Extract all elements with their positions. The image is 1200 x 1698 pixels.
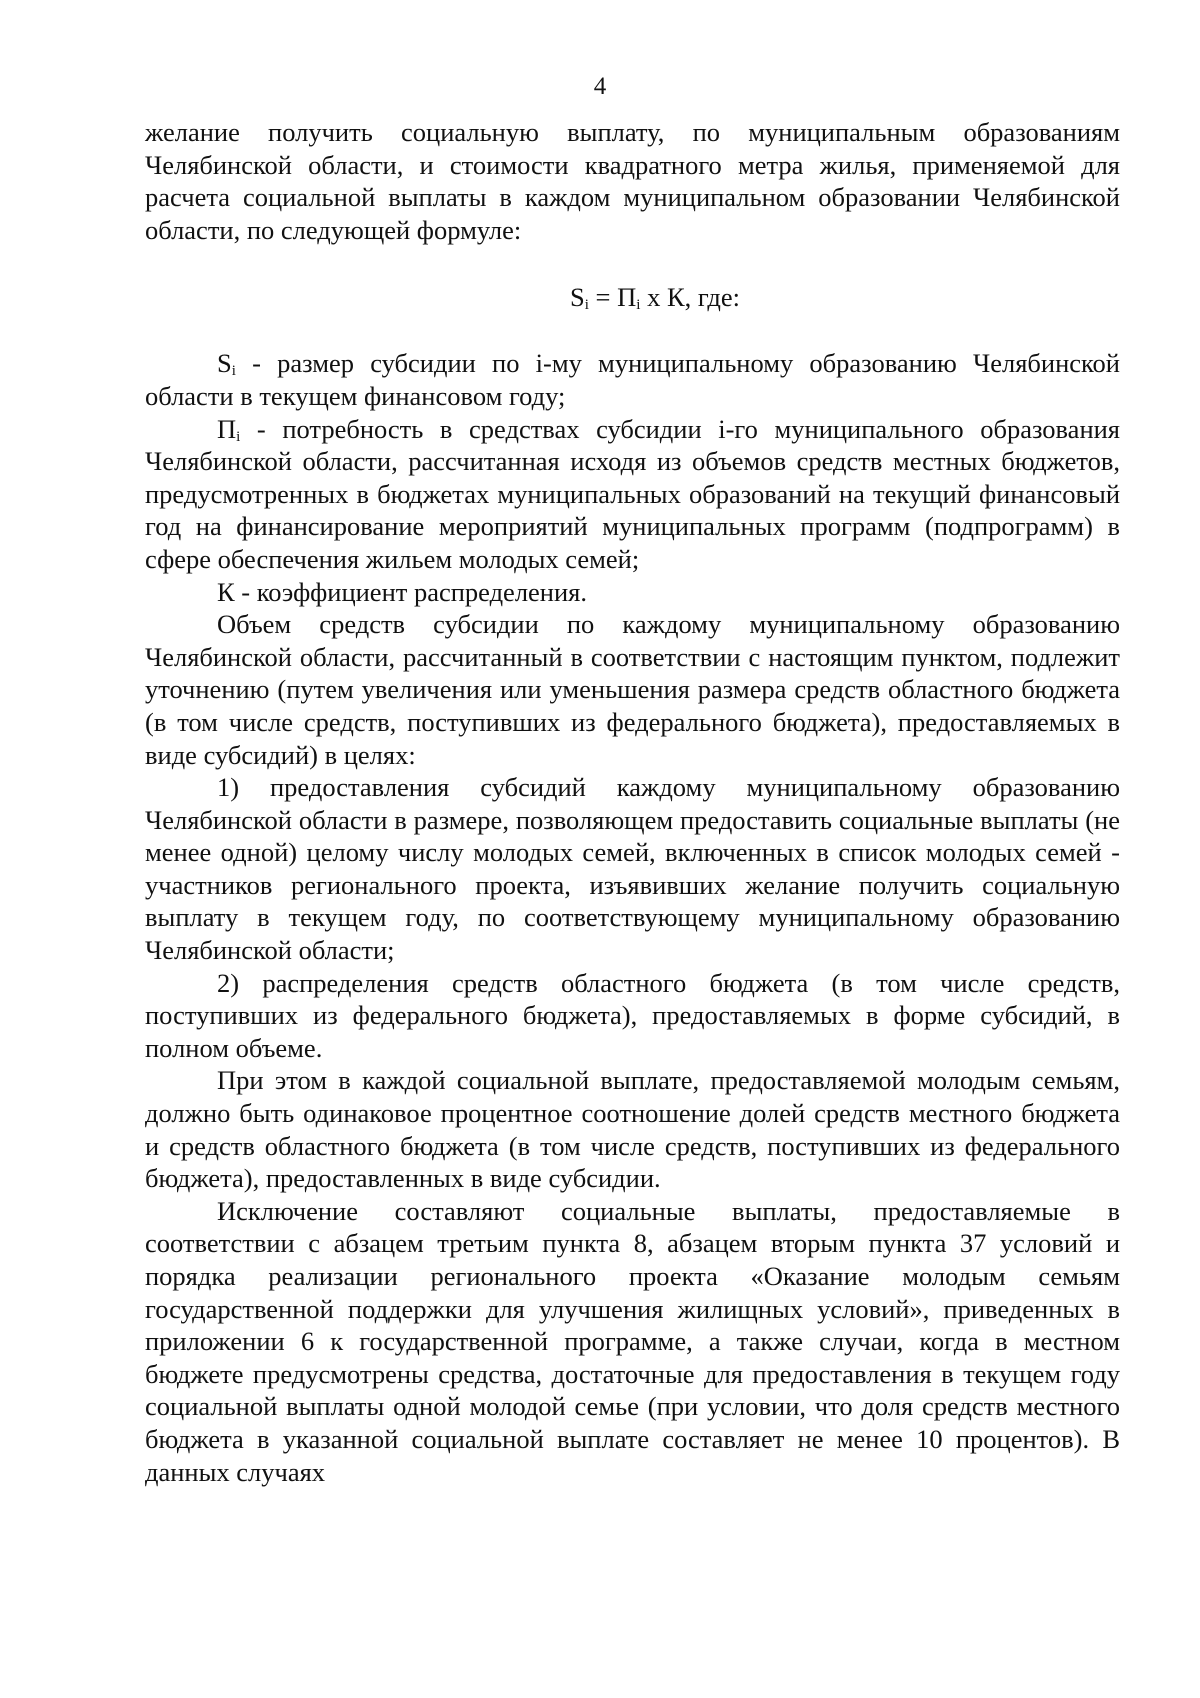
definition-s-symbol: S (217, 348, 232, 379)
formula-s-subscript: i (584, 297, 589, 314)
definition-p (145, 413, 1120, 576)
definition-s-text: - размер субсидии по i-му муниципальному образованию Челябинской области в текущем финансовом году; (145, 348, 1120, 411)
definition-p-symbol: П (217, 413, 237, 444)
formula-p-symbol: П (617, 282, 637, 313)
formula-rest: х К, где: (640, 282, 741, 313)
formula-equals: = (588, 282, 618, 313)
definition-s (145, 347, 1120, 412)
definition-k: К - коэффициент распределения. (217, 576, 587, 607)
definition-p-subscript: i (236, 428, 241, 445)
formula-p-subscript: i (636, 297, 641, 314)
paragraph-item-1: 1) предоставления субсидий каждому муниципальному образованию Челябинской области в размере, позволяющем предоставить социальные выплаты (не менее одной) целому числу молодых семей, включенных в список молодых семей - участников регионального проекта, изъявивших желание получить социальную выплату в текущем году, по соответствующему муниципальному образованию Челябинской области; (145, 772, 1120, 966)
paragraph-equal-ratio: При этом в каждой социальной выплате, предоставляемой молодым семьям, должно быть одинаковое процентное соотношение долей средств местного бюджета и средств областного бюджета (в том числе средств, поступивших из федерального бюджета), предоставленных в виде субсидии. (145, 1065, 1120, 1194)
paragraph-item-2: 2) распределения средств областного бюджета (в том числе средств, поступивших из федерального бюджета), предоставляемых в форме субсидий, в полном объеме. (145, 967, 1120, 1063)
definition-s-subscript: i (231, 363, 236, 380)
page-number: 4 (593, 73, 607, 100)
formula (145, 281, 1120, 313)
paragraph-exception: Исключение составляют социальные выплаты, предоставляемые в соответствии с абзацем третьим пункта 8, абзацем вторым пункта 37 условий и порядка реализации регионального проекта «Оказание молодым семьям государственной поддержки для улучшения жилищных условий», приведенных в приложении 6 к государственной программе, а также случаи, когда в местном бюджете предусмотрены средства, достаточные для предоставления в текущем году социальной выплаты одной молодой семье (при условии, что доля средств местного бюджета в указанной социальной выплате составляет не менее 10 процентов). В данных случаях (145, 1195, 1120, 1487)
paragraph-subsidy-volume: Объем средств субсидии по каждому муниципальному образованию Челябинской области, рассчитанный в соответствии с настоящим пунктом, подлежит уточнению (путем увеличения или уменьшения размера средств областного бюджета (в том числе средств, поступивших из федерального бюджета), предоставляемых в виде субсидий) в целях: (145, 609, 1120, 770)
paragraph-continuation: желание получить социальную выплату, по муниципальным образованиям Челябинской области, и стоимости квадратного метра жилья, применяемой для расчета социальной выплаты в каждом муниципальном образовании Челябинской области, по следующей формуле: (145, 117, 1120, 245)
formula-s-symbol: S (570, 282, 585, 313)
definition-p-text: - потребность в средствах субсидии i-го муниципального образования Челябинской области, рассчитанная исходя из объемов средств местных бюджетов, предусмотренных в бюджетах муниципальных образований на текущий финансовый год на финансирование мероприятий муниципальных программ (подпрограмм) в сфере обеспечения жильем молодых семей; (145, 413, 1120, 574)
document-body (145, 116, 1120, 1488)
